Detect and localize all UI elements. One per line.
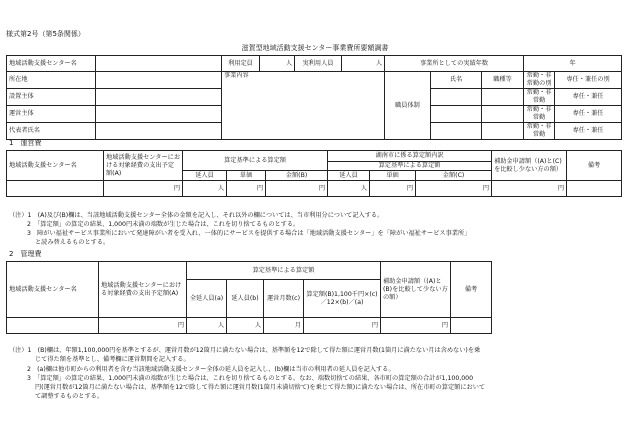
note2-line6: て調整するものとする。: [35, 393, 104, 400]
note1-line1: （注）1 (A)及び(B)欄は、当該地域活動支援センター全体の金額を記入し、それ以外の欄については、当市利用分について記入する。: [9, 212, 384, 219]
note1-line2: 2 「算定額」の算定の結果、1,000円未満の端数が生じた場合は、これを切り捨てるものとする。: [27, 221, 300, 228]
staff-name-2[interactable]: [431, 106, 482, 123]
exclusive-opt-1: 専任・兼任: [555, 89, 622, 106]
capacity-label: 利用定員: [222, 56, 260, 72]
s1-subsidy-col: 補助金申請額（(A)と(C)を比較し少ない方の額）: [492, 151, 567, 181]
s2-users-unit: 人: [227, 318, 264, 334]
actual-users-label: 実利用人員: [295, 56, 342, 72]
header-table: [6, 55, 622, 140]
s1-unit-col: 単価: [227, 171, 266, 181]
staff-name-3[interactable]: [431, 123, 482, 140]
s2-remarks-col: 備考: [451, 262, 492, 318]
note2-line4: 3 「算定額」の算定の結果、1,000円未満の端数が生じた場合は、これを切り捨てるものとする。なお、端数切捨ての結果、各市町の算定額の合計が1,100,000: [27, 375, 474, 382]
s1-konan-users-col: 延人員: [328, 171, 370, 181]
exclusive-opt-2: 専任・兼任: [555, 106, 622, 123]
s2-cost-col: 地域活動支援センターにおける対象経費の支出予定額(A): [99, 262, 187, 318]
s2-center-value[interactable]: [7, 318, 99, 334]
representative-label: 代表者氏名: [7, 123, 96, 140]
s2-subsidy-col: 補助金申請額（(A)と(B)を比較して少ない方の額）: [381, 262, 451, 318]
s1-remarks-col: 備考: [567, 151, 622, 181]
s1-unit-yen: 円: [227, 181, 266, 197]
founder-value[interactable]: [96, 89, 222, 106]
s1-center-value[interactable]: [7, 181, 104, 197]
staff-job-2[interactable]: [482, 106, 524, 123]
center-name-value[interactable]: [96, 56, 222, 72]
center-name-label: 地域活動支援センター名: [7, 56, 96, 72]
s2-users-col: 延人員(b): [227, 280, 264, 318]
note2-line1: （注）1 (B)欄は、年額1,100,000円を基準とするが、運営月数が12箇月に満たない場合は、基準額を12で除して得た額に運営月数(1箇月に満たない月は含めない)を乗: [9, 347, 481, 354]
operator-value[interactable]: [96, 106, 222, 123]
s1-cost-yen: 円: [104, 181, 183, 197]
location-label: 所在地: [7, 72, 96, 89]
s1-konan-sub-col: 算定基準による算定額: [328, 162, 492, 171]
capacity-unit: 人: [260, 56, 295, 72]
business-content-label: 事業内容: [222, 72, 385, 140]
s2-standard-col: 算定基準による算定額: [187, 262, 381, 280]
staff-name-col: 氏名: [431, 72, 482, 89]
s2-amount-yen: 円: [304, 318, 381, 334]
s2-amount-col: 算定額(B)1,100千円×(c)／12×(b)／(a): [304, 280, 381, 318]
staff-name-1[interactable]: [431, 89, 482, 106]
s1-users-unit: 人: [183, 181, 227, 197]
representative-value[interactable]: [96, 123, 222, 140]
note1-line3: 3 障がい福祉サービス事業所において発達障がい者を受入れ、一体的にサービスを提供する場合は「地域活動支援センター」を「障がい福祉サービス事業所」: [27, 230, 471, 237]
note2-line5: 円(運営月数が12箇月に満たない場合は、基準額を12で除して得た額に運営月数(1箇月未満切捨て)を乗じて得た額)に満たない場合は、所在市町の算定額において: [35, 384, 486, 391]
s2-total-users-unit: 人: [187, 318, 227, 334]
fulltime-opt-2: 常勤・非常勤: [524, 106, 555, 123]
fulltime-opt-3: 常勤・非常勤: [524, 123, 555, 140]
staff-job-col: 職種等: [482, 72, 524, 89]
note2-line3: 2 (a)欄は他市町からの利用者を含む当該地域活動支援センター全体の延人員を記入し、(b)欄は当市の利用者の延人員を記入する。: [27, 366, 395, 373]
s1-cost-col: 地域活動支援センターにおける対象経費の支出予定額(A): [104, 151, 183, 181]
s1-standard-col: 算定基準による算定額: [183, 151, 328, 171]
s2-total-users-col: 全延人員(a): [187, 280, 227, 318]
staff-exclusive-col: 専任・兼任の別: [555, 72, 622, 89]
operating-cost-table: [6, 150, 622, 197]
years-unit: 年: [524, 56, 622, 72]
s1-amount-c-yen: 円: [416, 181, 492, 197]
operator-label: 運営主体: [7, 106, 96, 123]
s1-konan-users-unit: 人: [328, 181, 370, 197]
document-title: 滋賀型地域活動支援センター事業費所要額調書: [241, 44, 389, 52]
s1-konan-col: 湖南市に係る算定額内訳: [328, 151, 492, 162]
founder-label: 設置主体: [7, 89, 96, 106]
s1-users-col: 延人員: [183, 171, 227, 181]
note2-line2: じて得た額を基準とし、備考欄に運営期間を記入する。: [35, 356, 190, 363]
s1-amount-b-yen: 円: [266, 181, 328, 197]
form-label: 様式第2号（第5条関係）: [6, 30, 85, 38]
note1-line4: と読み替えるものとする。: [35, 239, 110, 246]
s2-remarks-value[interactable]: [451, 318, 492, 334]
s2-center-col: 地域活動支援センター名: [7, 262, 99, 318]
s2-months-unit: 月: [264, 318, 304, 334]
s1-amount-c-col: 金額(C): [416, 171, 492, 181]
s1-amount-b-col: 金額(B): [266, 171, 328, 181]
s1-konan-unit-col: 単価: [370, 171, 416, 181]
s1-konan-unit-yen: 円: [370, 181, 416, 197]
years-label: 事業所としての実績年数: [385, 56, 524, 72]
s1-subsidy-yen: 円: [492, 181, 567, 197]
location-value[interactable]: [96, 72, 222, 89]
section1-title: 1 運営費: [9, 139, 42, 147]
s2-cost-yen: 円: [99, 318, 187, 334]
actual-users-unit: 人: [342, 56, 385, 72]
staff-system-label: 職員体制: [385, 72, 431, 140]
admin-cost-table: [6, 261, 492, 334]
section2-title: 2 管理費: [9, 250, 42, 258]
s1-center-col: 地域活動支援センター名: [7, 151, 104, 181]
staff-job-1[interactable]: [482, 89, 524, 106]
exclusive-opt-3: 専任・兼任: [555, 123, 622, 140]
s2-subsidy-yen: 円: [381, 318, 451, 334]
staff-job-3[interactable]: [482, 123, 524, 140]
s2-months-col: 運営月数(c): [264, 280, 304, 318]
staff-fulltime-col: 常勤・非常勤の別: [524, 72, 555, 89]
fulltime-opt-1: 常勤・非常勤: [524, 89, 555, 106]
s1-remarks-value[interactable]: [567, 181, 622, 197]
